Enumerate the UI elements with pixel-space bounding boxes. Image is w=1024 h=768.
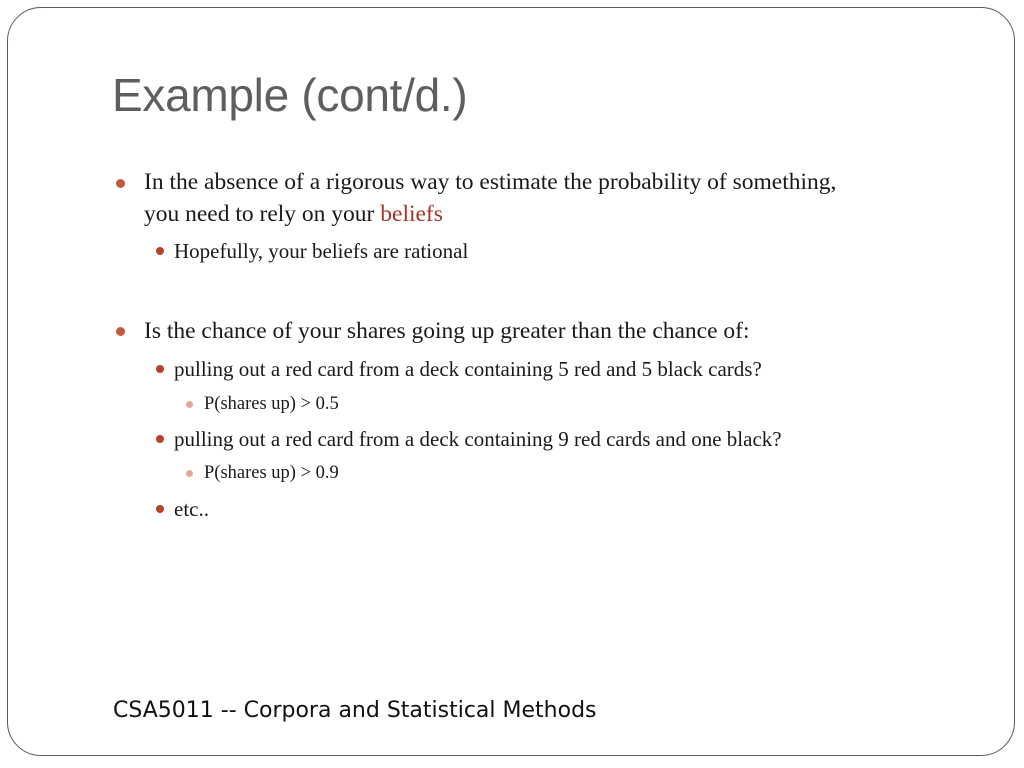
beliefs-highlight: beliefs xyxy=(380,201,443,227)
bullet-2-sub-2-a: P(shares up) > 0.9 xyxy=(204,463,339,483)
bullet-dot xyxy=(156,365,164,373)
bullet-1-line-2 xyxy=(144,201,443,228)
bullet-2-text: Is the chance of your shares going up greater than the chance of: xyxy=(144,318,750,344)
bullet-1-line-1: In the absence of a rigorous way to estimate the probability of something, xyxy=(144,169,837,195)
bullet-dot xyxy=(156,435,164,443)
bullet-dot xyxy=(156,247,164,255)
bullet-dot xyxy=(116,327,125,336)
bullet-dot xyxy=(186,470,193,477)
bullet-dot xyxy=(116,179,125,188)
bullet-1-sub-1: Hopefully, your beliefs are rational xyxy=(174,239,469,263)
bullet-2-sub-1: pulling out a red card from a deck containing 5 red and 5 black cards? xyxy=(174,357,762,381)
bullet-dot xyxy=(186,401,193,408)
bullet-2-sub-1-a: P(shares up) > 0.5 xyxy=(204,394,339,414)
bullet-2-sub-3: etc.. xyxy=(174,497,209,521)
slide-footer: CSA5011 -- Corpora and Statistical Methods xyxy=(113,698,597,723)
bullet-dot xyxy=(156,505,164,513)
bullet-2-sub-2: pulling out a red card from a deck containing 9 red cards and one black? xyxy=(174,427,782,451)
bullet-1-text: you need to rely on your xyxy=(144,201,381,227)
slide-title: Example (cont/d.) xyxy=(112,69,468,121)
